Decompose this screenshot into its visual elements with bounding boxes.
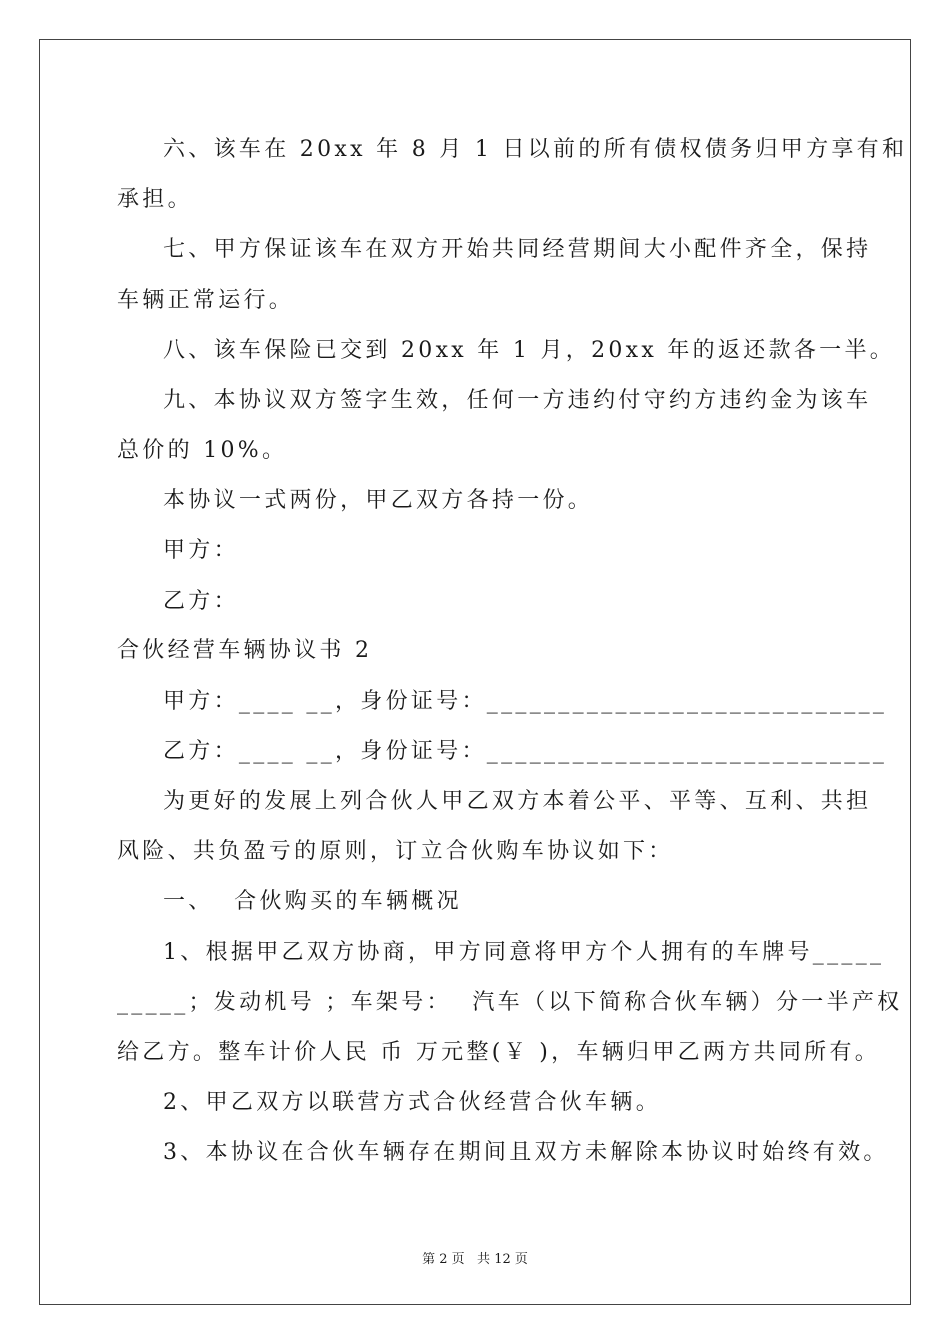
preamble-line-2: 风险、共负盈亏的原则，订立合伙购车协议如下： [117,839,674,864]
paragraph-6-line-2: 承担。 [117,187,193,212]
page-number: 第 2 页 共 12 页 [422,1252,528,1267]
item-1-line-2: _____；发动机号 ；车架号： 汽车（以下简称合伙车辆）分一半产权 [117,990,903,1015]
paragraph-7-line-2: 车辆正常运行。 [117,288,295,313]
item-1-line-1: 1、根据甲乙双方协商，甲方同意将甲方个人拥有的车牌号_____ [163,940,885,965]
party-b-id-line: 乙方：____ __，身份证号：____________________________ [163,739,888,764]
item-2-line-1: 2、甲乙双方以联营方式合伙经营合伙车辆。 [163,1090,661,1115]
paragraph-9-line-1: 九、本协议双方签字生效，任何一方违约付守约方违约金为该车 [163,388,872,413]
preamble-line-1: 为更好的发展上列合伙人甲乙双方本着公平、平等、互利、共担 [163,789,872,814]
party-a-signature-label: 甲方： [163,538,239,563]
paragraph-7-line-1: 七、甲方保证该车在双方开始共同经营期间大小配件齐全，保持 [163,237,872,262]
clause-heading-1: 一、 合伙购买的车辆概况 [163,889,462,914]
item-3-line-1: 3、本协议在合伙车辆存在期间且双方未解除本协议时始终有效。 [163,1140,889,1165]
item-1-line-3: 给乙方。整车计价人民 币 万元整(￥ )，车辆归甲乙两方共同所有。 [117,1040,881,1065]
section-title: 合伙经营车辆协议书 2 [117,638,373,663]
party-b-signature-label: 乙方： [163,589,239,614]
copies-statement: 本协议一式两份，甲乙双方各持一份。 [163,488,594,513]
paragraph-8-line-1: 八、该车保险已交到 20xx 年 1 月，20xx 年的返还款各一半。 [163,338,896,363]
paragraph-6-line-1: 六、该车在 20xx 年 8 月 1 日以前的所有债权债务归甲方享有和 [163,137,908,162]
party-a-id-line: 甲方：____ __，身份证号：____________________________ [163,689,888,714]
paragraph-9-line-2: 总价的 10%。 [117,438,288,463]
